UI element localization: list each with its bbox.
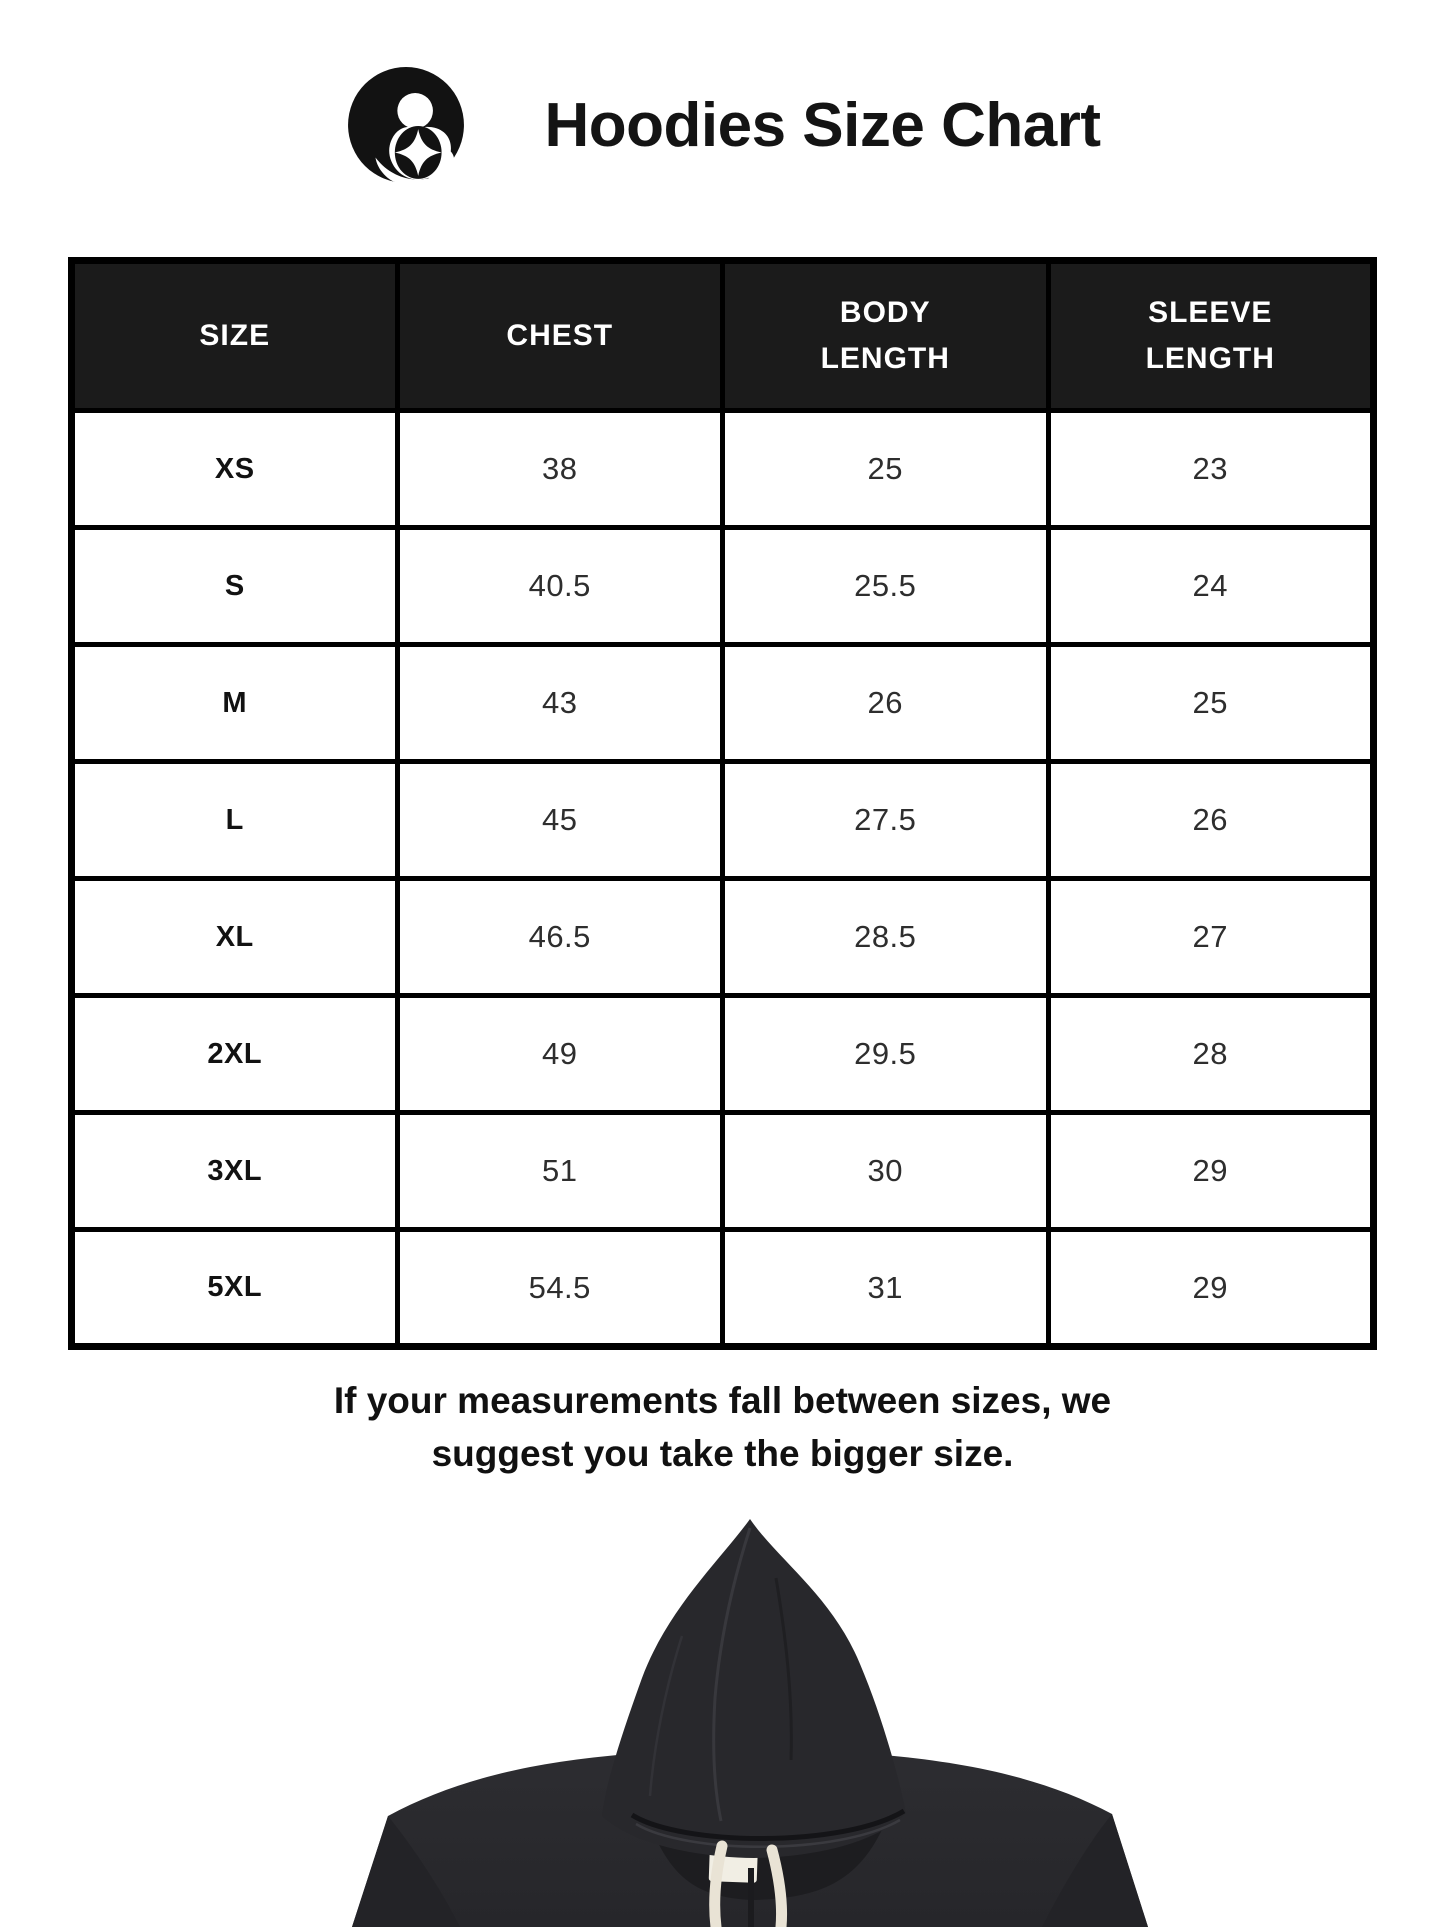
body-length-value: 29.5 (723, 996, 1049, 1113)
size-label: M (72, 645, 398, 762)
brand-logo-icon (345, 64, 467, 186)
table-row (72, 1230, 1374, 1347)
table-row (72, 762, 1374, 879)
hoodie-product-image (330, 1516, 1170, 1927)
fit-note (0, 1374, 1445, 1480)
chest-value: 38 (397, 411, 723, 528)
size-table (68, 257, 1377, 1350)
chest-value: 46.5 (397, 879, 723, 996)
table-row (72, 411, 1374, 528)
table-row (72, 645, 1374, 762)
table-row (72, 528, 1374, 645)
body-length-value: 31 (723, 1230, 1049, 1347)
table-row (72, 879, 1374, 996)
size-label: XL (72, 879, 398, 996)
sleeve-length-value: 29 (1048, 1113, 1374, 1230)
sleeve-length-value: 25 (1048, 645, 1374, 762)
size-label: S (72, 528, 398, 645)
chest-value: 43 (397, 645, 723, 762)
body-length-value: 30 (723, 1113, 1049, 1230)
sleeve-length-value: 29 (1048, 1230, 1374, 1347)
fit-note-line-1: If your measurements fall between sizes, we (333, 1380, 1112, 1421)
sleeve-length-value: 24 (1048, 528, 1374, 645)
sleeve-length-value: 23 (1048, 411, 1374, 528)
table-header-row (72, 261, 1374, 411)
sleeve-length-value: 26 (1048, 762, 1374, 879)
body-length-value: 27.5 (723, 762, 1049, 879)
sleeve-length-value: 28 (1048, 996, 1374, 1113)
column-header-chest: CHEST (397, 261, 723, 411)
chest-value: 51 (397, 1113, 723, 1230)
column-header-sleeve-length: SLEEVE LENGTH (1048, 261, 1374, 411)
body-length-value: 25 (723, 411, 1049, 528)
column-header-size: SIZE (72, 261, 398, 411)
body-length-value: 26 (723, 645, 1049, 762)
fit-note-line-2: suggest you take the bigger size. (431, 1433, 1014, 1474)
size-label: 5XL (72, 1230, 398, 1347)
chest-value: 40.5 (397, 528, 723, 645)
header (0, 58, 1445, 192)
body-length-value: 28.5 (723, 879, 1049, 996)
size-label: 2XL (72, 996, 398, 1113)
sleeve-length-value: 27 (1048, 879, 1374, 996)
size-label: L (72, 762, 398, 879)
body-length-value: 25.5 (723, 528, 1049, 645)
size-label: 3XL (72, 1113, 398, 1230)
chest-value: 54.5 (397, 1230, 723, 1347)
page-title: Hoodies Size Chart (544, 90, 1101, 160)
table-row (72, 996, 1374, 1113)
chest-value: 45 (397, 762, 723, 879)
table-row (72, 1113, 1374, 1230)
column-header-body-length: BODY LENGTH (723, 261, 1049, 411)
size-label: XS (72, 411, 398, 528)
chest-value: 49 (397, 996, 723, 1113)
